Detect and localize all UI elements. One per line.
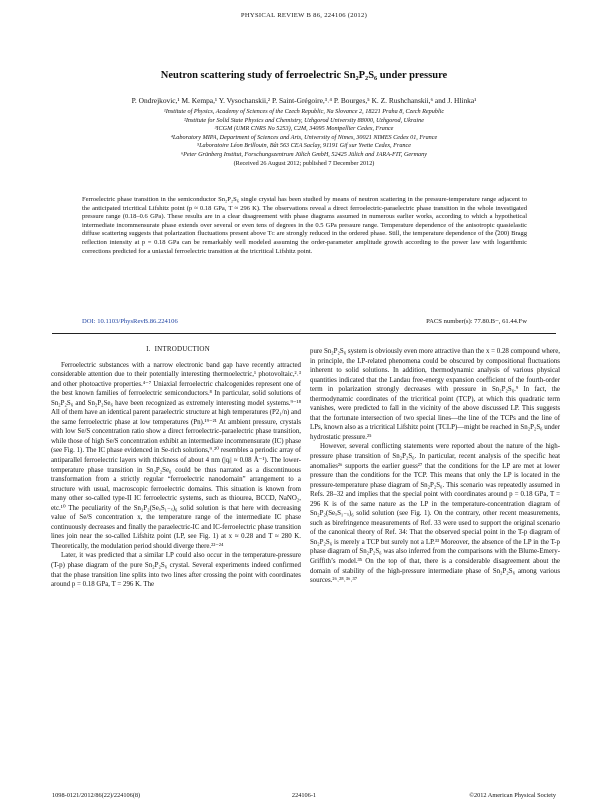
section-title: INTRODUCTION	[154, 345, 210, 353]
affiliation-5: ⁵Laboratoire Léon Brillouin, Bât 563 CEA Saclay, 91191 Gif sur Yvette Cedex, France	[196, 142, 412, 150]
paragraph-right-2: However, several conflicting statements were reported about the nature of the high-pressure phase transition of Sn₂P₂S₆. In particular, recent analysis of the specific heat anomalies²⁶ supports the earlier guess²⁷ that the conditions for the LP are met at lower pressure than the conditions for the TCP. This means that only the LP is located in the pressure-temperature phase diagram of Sn₂P₂S₆. This scenario was repeatedly assumed in Refs. 28–32 and implies that the special point with coordinates around p = 0.18 GPa, T = 296 K is of the same nature as the LP in the temperature-concentration diagram of Sn₂P₂(SeₓS₁₋ₓ)₆ solid solution (see Fig. 1). On the contrary, other recent measurements, such as birefringence measurements of Ref. 33 were used to support the original scenario of the canonical theory of Ref. 34: That the observed special point in the T-p diagram of Sn₂P₂S₆ is merely a TCP but surely not a LP.³³ Moreover, the absence of the LP in the T-p phase diagram of Sn₂P₂S₆ was also inferred from the comparisons with the Blume-Emery-Griffith’s model.³⁵ On the top of that, there is a considerable disagreement about the domain of stability of the high-pressure intermediate phase of Sn₂P₂S₆ among various sources.²⁶˒²⁸˒³⁶˒³⁷	[310, 443, 560, 585]
doi-link[interactable]: DOI: 10.1103/PhysRevB.86.224106	[82, 318, 178, 325]
journal-header: PHYSICAL REVIEW B 86, 224106 (2012)	[240, 12, 368, 19]
affiliations	[40, 108, 568, 168]
left-column	[51, 345, 301, 590]
affiliation-6: ⁶Peter Grünberg Institut, Forschungszentrum Jülich GmbH, 52425 Jülich and JARA-FIT, Germany	[180, 150, 427, 158]
pacs-numbers: PACS number(s): 77.80.B−, 61.44.Fw	[426, 318, 527, 325]
section-heading	[51, 345, 301, 355]
paper-title: Neutron scattering study of ferroelectric Sn₂P₂S₆ under pressure	[160, 70, 448, 81]
paragraph-left-1: Ferroelectric substances with a narrow electronic band gap have recently attracted considerable attention due to their potentially interesting thermoelectric,¹ photovoltaic,²˒³ and other photoactive properties.⁴⁻⁷ Uniaxial ferroelectric chalcogenides represent one of the best known families of ferroelectric semiconductors.⁸ In particular, solid solutions of Sn₂P₂S₆ and Sn₂P₂Se₆ have been recognized as extremely interesting model systems.⁹⁻¹⁸ All of them have an identical parent paraelectric structure at high temperatures (P2₁/n) and the same ferroelectric phase at low temperatures (Pn).¹⁹⁻²¹ At ambient pressure, crystals with low Se/S concentration ratio show a direct ferroelectric-paraelectric phase transition, while those of high Se/S concentration exhibit an intermediate incommensurate (IC) phase (see Fig. 1). The IC phase evidenced in Se-rich solutions,⁹˒²⁰ resembles a periodic array of antiparallel ferroelectric layers with thickness of about 4 nm (|qᵢ| ≈ 0.08 Å⁻¹). The lower-temperature phase transition in Sn₂P₂Se₆ could be thus narrated as a discontinuous transformation from a strictly regular “ferroelectric nanodomain” arrangement to a structure with usual, macroscopic ferroelectric domains. This situation is known from many other so-called type-II IC ferroelectric systems, such as thiourea, BCCD, NaNO₂, etc.¹⁰ The peculiarity of the Sn₂P₂(SeₓS₁₋ₓ)₆ solid solution is that here with decreasing value of Se/S concentration x, the temperature range of the intermediate IC phase continuously decreases and finally the paraelectric-IC and IC-ferroelectric phase transition lines join near the so-called Lifshitz point (LP, see Fig. 1) at x ≈ 0.28 and T ≈ 280 K. Theoretically, the modulation period should diverge there.²²⁻²⁴	[51, 361, 301, 550]
divider-rule	[52, 333, 556, 334]
received-published-dates: (Received 26 August 2012; published 7 December 2012)	[233, 159, 375, 167]
footer-issn: 1098-0121/2012/86(22)/224106(8)	[52, 792, 141, 799]
author-list: P. Ondrejkovic,¹ M. Kempa,¹ Y. Vysochanskii,² P. Saint-Grégoire,³˒⁴ P. Bourges,⁵ K. Z. Rushchanskii,⁶ and J. Hlinka¹	[131, 96, 477, 105]
footer-copyright: ©2012 American Physical Society	[469, 792, 556, 799]
affiliation-1: ¹Institute of Physics, Academy of Sciences of the Czech Republic, Na Slovance 2, 18221 Praha 8, Czech Republic	[163, 108, 445, 115]
abstract: Ferroelectric phase transition in the semiconductor Sn₂P₂S₆ single crystal has been studied by means of neutron scattering in the pressure-temperature range adjacent to the anticipated tricritical Lifshitz point (p ≈ 0.18 GPa, T ≈ 296 K). The observations reveal a direct ferroelectric-paraelectric phase transition in the whole investigated pressure range (0.18–0.6 GPa). These results are in a clear disagreement with phase diagrams assumed in numerous earlier works, according to which a hypothetical intermediate incommensurate phase extends over several or even tens of degrees in the 0.5 GPa pressure range. Temperature dependence of the anisotropic quasielastic diffuse scattering suggests that polarization fluctuations present above Tᴄ are strongly reduced in the ordered phase. Still, the temperature dependence of the (̅200) Bragg reflection intensity at p = 0.18 GPa can be remarkably well modeled assuming the order-parameter amplitude growth according to the power law with logarithmic corrections predicted for a uniaxial ferroelectric transition at the tricritical Lifshitz point.	[82, 196, 527, 255]
paragraph-left-2: Later, it was predicted that a similar LP could also occur in the temperature-pressure (T-p) phase diagram of the pure Sn₂P₂S₆ crystal. Several experiments indeed confirmed that the phase transition line splits into two lines after crossing the point with coordinates around p = 0.18 GPa, T = 296 K. The	[51, 552, 301, 589]
footer-page-number: 224106-1	[291, 792, 317, 799]
page-footer	[52, 792, 556, 799]
doi-pacs-line	[82, 318, 527, 325]
affiliation-4: ⁴Laboratory MIPA, Department of Sciences and Arts, University of Nimes, 30021 NIMES Cedex 01, France	[170, 133, 438, 141]
affiliation-2: ²Institute for Solid State Physics and Chemistry, Uzhgorod University 88000, Uzhgorod, Ukraine	[184, 116, 424, 124]
paragraph-right-1: pure Sn₂P₂S₆ system is obviously even more attractive than the x = 0.28 compound where, in principle, the LP-related phenomena could be obscured by compositional fluctuations inherent to solid solutions. In addition, thermodynamic analysis of various physical quantities indicated that the Landau free-energy expansion coefficient of the fourth-order term in polarization strongly decreases with pressure in Sn₂P₂S₆.⁹ In fact, the thermodynamic coordinates of the tricritical point (TCP), at which this quadratic term vanishes, were predicted to fall in the vicinity of the above discussed LP. This suggests that the fortunate intersection of two special lines—the line of the TCPs and the line of LPs, known also as a tricritical Lifshitz point (TCLP)—might be reached in Sn₂P₂S₆ under hydrostatic pressure.²⁵	[310, 348, 560, 441]
section-number: I.	[146, 345, 151, 353]
right-column	[310, 347, 560, 586]
affiliation-3: ³ICGM (UMR CNRS No 5253), C2M, 34095 Montpellier Cedex, France	[214, 125, 394, 133]
